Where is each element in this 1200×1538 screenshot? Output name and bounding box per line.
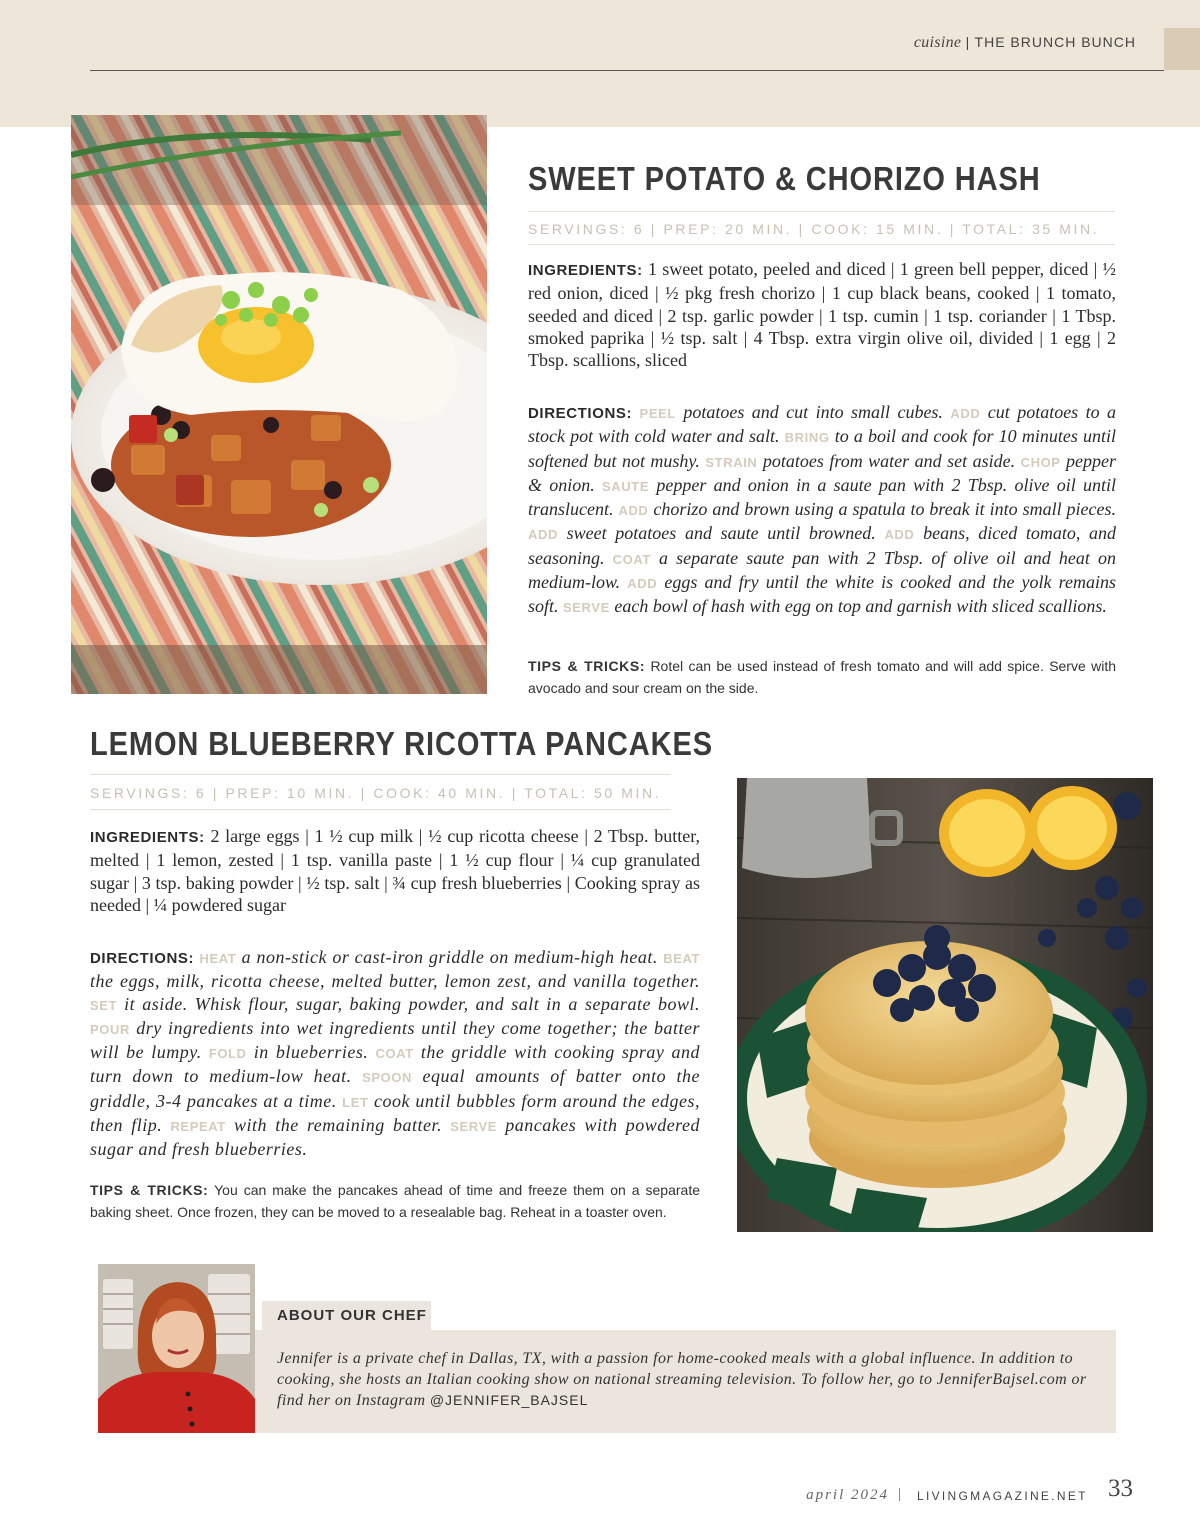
- recipe1-ingredients-label: INGREDIENTS:: [528, 262, 643, 279]
- recipe2-meta: SERVINGS: 6 | PREP: 10 MIN. | COOK: 40 MIN. | TOTAL: 50 MIN.: [90, 785, 662, 801]
- step-keyword: ADD: [950, 406, 981, 421]
- section-italic: cuisine: [913, 34, 962, 51]
- step-text: beans, diced tomato, and seasoning.: [528, 523, 1117, 568]
- step-keyword: ADD: [618, 503, 649, 519]
- step-text: cut potatoes to a stock pot with cold water and salt.: [528, 402, 1117, 447]
- step-text: with the remaining batter.: [234, 1115, 442, 1136]
- recipe2-step: [199, 947, 657, 967]
- chef-photo: [98, 1264, 255, 1433]
- step-keyword: ADD: [884, 527, 915, 543]
- step-keyword: CHOP: [1020, 454, 1061, 470]
- chef-label: ABOUT OUR CHEF: [277, 1307, 427, 1324]
- step-keyword: SERVE: [563, 600, 610, 616]
- step-text: equal amounts of batter onto the griddle, 3-4 pancakes at a time.: [90, 1066, 701, 1111]
- recipe1-step: [528, 523, 876, 543]
- recipe2-rule-bottom: [90, 809, 671, 810]
- recipe1-directions: [528, 401, 1116, 620]
- recipe1-tips-text: Rotel can be used instead of fresh tomato and will add spice. Serve with avocado and sour cream on the side.: [528, 658, 1116, 696]
- footer-site: LIVINGMAGAZINE.NET: [917, 1489, 1088, 1503]
- step-text: a non-stick or cast-iron griddle on medium-high heat.: [241, 947, 658, 967]
- step-keyword: ADD: [528, 527, 558, 543]
- step-text: the griddle with cooking spray and turn down to medium-low heat.: [90, 1042, 700, 1087]
- recipe2-step: [209, 1042, 369, 1062]
- step-keyword: PEEL: [639, 406, 676, 421]
- recipe2-ingredients: [90, 825, 700, 916]
- recipe1-step: [563, 596, 1107, 616]
- recipe1-tips: [528, 656, 1116, 699]
- step-text: potatoes from water and set aside.: [762, 450, 1016, 471]
- step-keyword: SAUTE: [602, 478, 650, 494]
- hash-photo: [71, 115, 487, 694]
- step-text: pepper and onion in a saute pan with 2 Tbsp. olive oil until translucent.: [528, 474, 1116, 520]
- step-text: potatoes and cut into small cubes.: [683, 402, 943, 422]
- step-text: a separate saute pan with 2 Tbsp. of olive oil and heat on medium-low.: [528, 547, 1116, 593]
- recipe2-step: [170, 1115, 442, 1135]
- recipe1-title: SWEET POTATO & CHORIZO HASH: [528, 160, 1041, 197]
- step-keyword: HEAT: [199, 951, 237, 966]
- step-keyword: BEAT: [663, 951, 701, 966]
- recipe2-tips-label: TIPS & TRICKS:: [90, 1182, 209, 1198]
- footer-date: april 2024: [806, 1487, 889, 1503]
- recipe1-step: [705, 451, 1015, 471]
- recipe2-ingredients-label: INGREDIENTS:: [90, 829, 205, 846]
- recipe2-rule-top: [90, 774, 671, 775]
- step-text: eggs and fry until the white is cooked and the yolk remains soft.: [528, 572, 1116, 617]
- recipe1-rule-bottom: [528, 244, 1115, 245]
- recipe1-meta: SERVINGS: 6 | PREP: 20 MIN. | COOK: 15 MIN. | TOTAL: 35 MIN.: [528, 221, 1100, 237]
- step-text: sweet potatoes and saute until browned.: [566, 523, 876, 544]
- step-keyword: LET: [342, 1094, 369, 1110]
- step-text: in blueberries.: [253, 1042, 369, 1063]
- header-band: [0, 0, 1200, 127]
- step-keyword: REPEAT: [170, 1119, 226, 1135]
- recipe1-directions-steps: [528, 402, 1116, 616]
- step-keyword: ADD: [627, 576, 658, 592]
- step-keyword: SET: [90, 997, 118, 1013]
- step-keyword: COAT: [375, 1046, 414, 1062]
- recipe2-directions-steps: [90, 947, 700, 1159]
- recipe2-step: [90, 994, 700, 1014]
- recipe1-step: [618, 499, 1116, 519]
- recipe2-directions: [90, 946, 700, 1161]
- chef-bio-text: Jennifer is a private chef in Dallas, TX, with a passion for home-cooked meals with a global influence. In addition to cooking, she hosts an Italian cooking show on national streaming television. To follow her, go to JenniferBajsel.com or find her on Instagram: [277, 1350, 1087, 1409]
- pancake-photo: [737, 778, 1153, 1232]
- step-text: pepper & onion.: [528, 450, 1117, 495]
- step-text: each bowl of hash with egg on top and garnish with sliced scallions.: [614, 596, 1107, 617]
- step-text: pancakes with powdered sugar and fresh blueberries.: [90, 1115, 701, 1160]
- recipe1-ingredients: [528, 258, 1116, 371]
- step-text: it aside. Whisk flour, sugar, baking powder, and salt in a separate bowl.: [124, 993, 701, 1014]
- step-keyword: FOLD: [208, 1046, 247, 1062]
- recipe1-rule-top: [528, 211, 1115, 212]
- recipe2-tips: [90, 1180, 700, 1223]
- header-tab-block: [1164, 28, 1200, 70]
- step-keyword: STRAIN: [705, 454, 758, 470]
- recipe2-tips-text: You can make the pancakes ahead of time and freeze them on a separate baking sheet. Once frozen, they can be moved to a resealable bag. Reheat in a toaster oven.: [90, 1182, 700, 1220]
- recipe1-step: [640, 402, 943, 422]
- page-number: 33: [1108, 1475, 1133, 1502]
- step-keyword: SPOON: [362, 1070, 413, 1086]
- recipe2-title: LEMON BLUEBERRY RICOTTA PANCAKES: [90, 725, 713, 762]
- chef-instagram-handle: @JENNIFER_BAJSEL: [429, 1392, 589, 1408]
- step-text: the eggs, milk, ricotta cheese, melted butter, lemon zest, and vanilla together.: [90, 971, 700, 992]
- step-keyword: BRING: [784, 430, 830, 446]
- recipe1-ingredients-text: 1 sweet potato, peeled and diced | 1 green bell pepper, diced | ½ red onion, diced | ½ pkg fresh chorizo | 1 cup black beans, cooked | 1 tomato, seeded and diced | 2 tsp. garlic powder | 1 tsp. cumin | 1 tsp. coriander | 1 Tbsp. smoked paprika | ½ tsp. salt | 4 Tbsp. extra virgin olive oil, divided | 1 egg | 2 Tbsp. scallions, sliced: [528, 259, 1116, 371]
- recipe1-directions-label: DIRECTIONS:: [528, 405, 633, 422]
- section-label: [914, 34, 1136, 52]
- recipe1-tips-label: TIPS & TRICKS:: [528, 658, 646, 674]
- step-text: chorizo and brown using a spatula to break it into small pieces.: [653, 499, 1117, 520]
- footer-separator: |: [898, 1486, 902, 1502]
- chef-bio: [277, 1348, 1097, 1411]
- section-separator: |: [965, 34, 971, 50]
- step-text: to a boil and cook for 10 minutes until softened but not mushy.: [528, 426, 1117, 471]
- section-title: THE BRUNCH BUNCH: [974, 34, 1136, 50]
- step-text: cook until bubbles form around the edges, then flip.: [90, 1090, 700, 1136]
- step-keyword: POUR: [90, 1021, 130, 1037]
- recipe2-ingredients-text: 2 large eggs | 1 ½ cup milk | ½ cup ricotta cheese | 2 Tbsp. butter, melted | 1 lemon, zested | 1 tsp. vanilla paste | 1 ½ cup flour | ¼ cup granulated sugar | 3 tsp. baking powder | ½ tsp. salt | ¾ cup fresh blueberries | Cooking spray as needed | ¼ powdered sugar: [90, 826, 701, 915]
- step-keyword: SERVE: [450, 1119, 498, 1135]
- header-rule: [90, 70, 1164, 71]
- recipe2-directions-label: DIRECTIONS:: [90, 950, 195, 967]
- step-keyword: COAT: [612, 551, 651, 567]
- step-text: dry ingredients into wet ingredients until they come together; the batter will be lumpy.: [90, 1017, 700, 1063]
